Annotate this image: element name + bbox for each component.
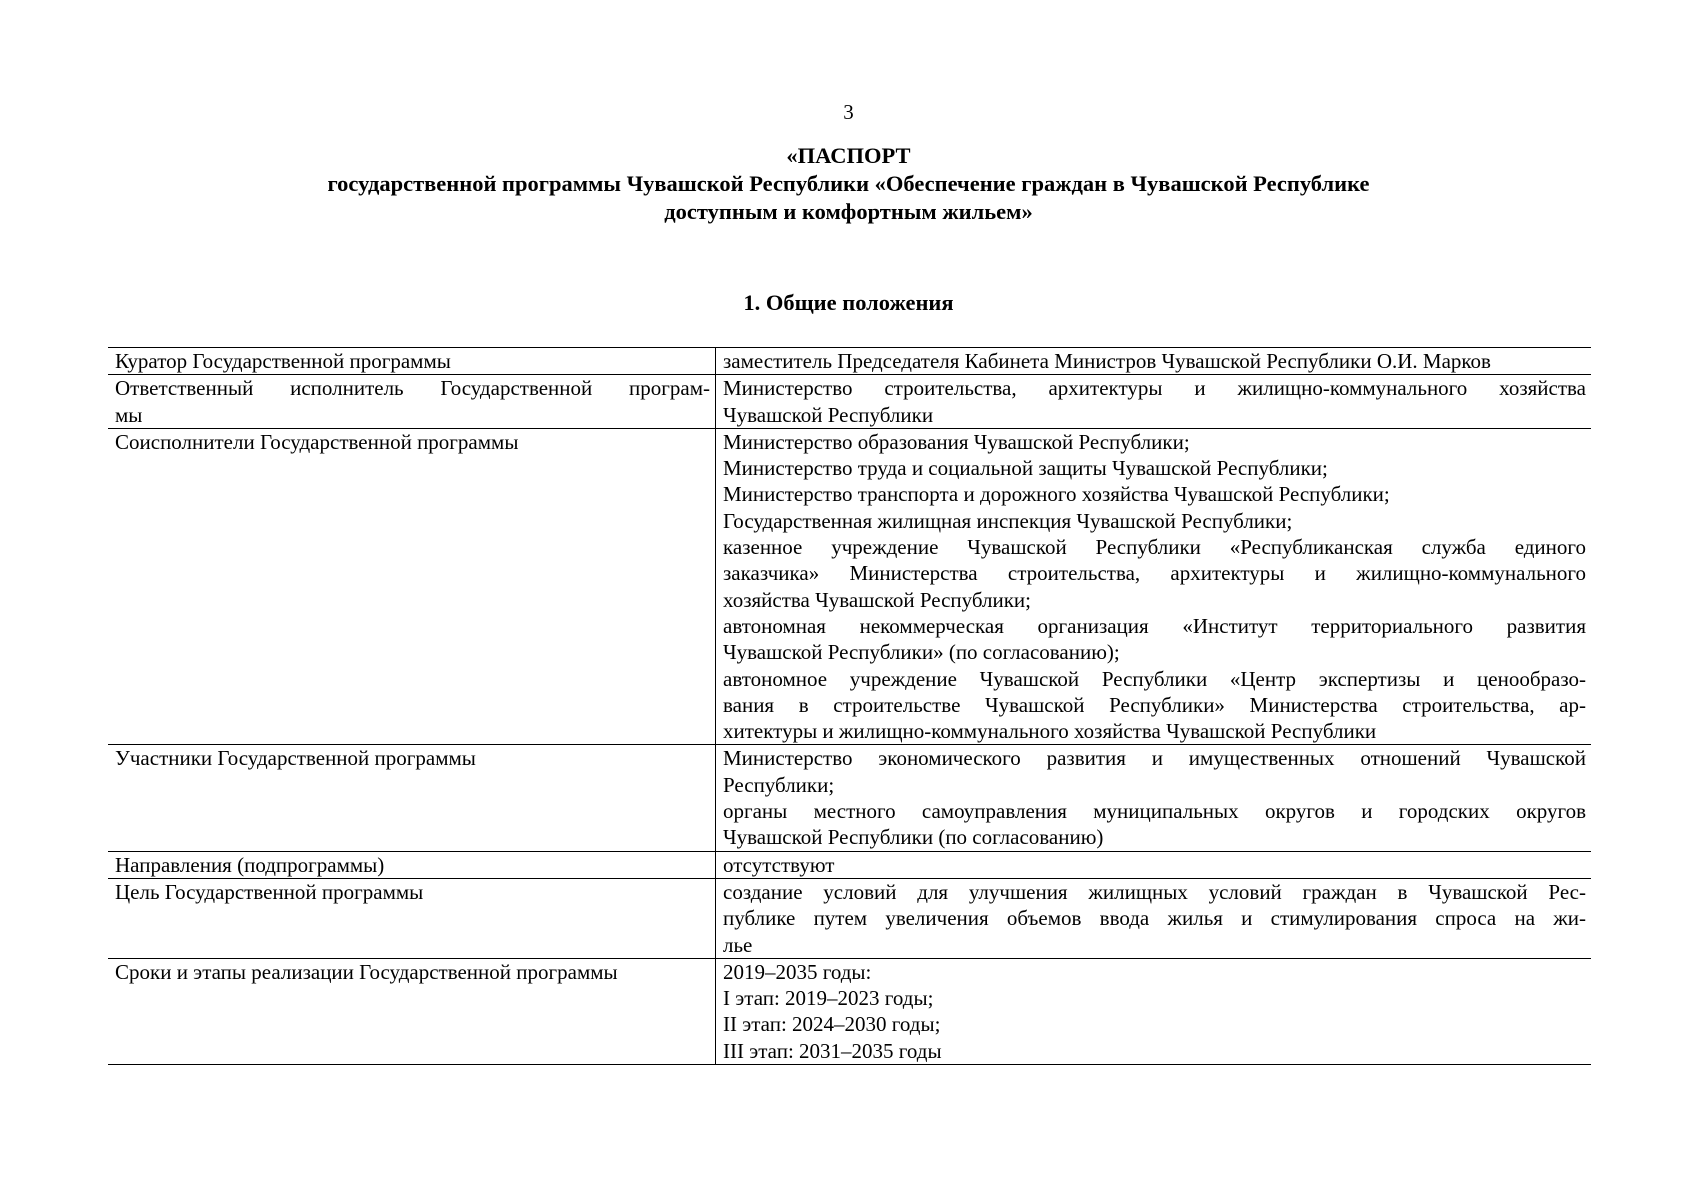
- row-label: [108, 851, 716, 878]
- row-value-line: отсутствуют: [723, 852, 835, 877]
- row-value: [716, 375, 1592, 429]
- row-value: [716, 428, 1592, 745]
- row-value: [716, 958, 1592, 1064]
- row-value-line: хозяйства Чувашской Республики;: [723, 587, 1032, 612]
- row-label-text: Соисполнители Государственной программы: [115, 429, 519, 454]
- row-label: [108, 428, 716, 745]
- row-value-line: автономная некоммерческая организация «Институт территориального развития: [723, 613, 1586, 638]
- table-row: [108, 375, 1591, 429]
- row-value: [716, 878, 1592, 958]
- heading-program-title-line2: доступным и комфортным жильем»: [664, 199, 1033, 224]
- row-value-line: органы местного самоуправления муниципальных округов и городских округов: [723, 799, 1586, 824]
- row-value-line: Государственная жилищная инспекция Чувашской Республики;: [723, 508, 1293, 533]
- row-label-text: Куратор Государственной программы: [115, 349, 451, 373]
- row-value-line: Чувашской Республики: [723, 402, 934, 427]
- table-row: [108, 958, 1591, 1064]
- row-value-line: заместитель Председателя Кабинета Министров Чувашской Республики О.И. Марков: [723, 349, 1491, 373]
- row-label: [108, 348, 716, 375]
- table-row: [108, 745, 1591, 851]
- row-value-line: Республики;: [723, 772, 835, 797]
- row-value: [716, 348, 1592, 375]
- row-value-line: III этап: 2031–2035 годы: [723, 1038, 942, 1063]
- row-value: [716, 851, 1592, 878]
- heading-passport: «ПАСПОРТ: [786, 143, 911, 168]
- row-value-line: Чувашской Республики» (по согласованию);: [723, 640, 1120, 665]
- section-title: 1. Общие положения: [743, 290, 954, 315]
- row-label-text: Участники Государственной программы: [115, 746, 476, 771]
- row-label-text: мы: [115, 402, 143, 427]
- row-label: [108, 958, 716, 1064]
- passport-table: [108, 347, 1591, 1065]
- row-value-line: вания в строительстве Чувашской Республики» Министерства строительства, ар-: [723, 692, 1586, 717]
- row-label-text: Ответственный исполнитель Государственной програм-: [115, 376, 710, 401]
- row-value-line: Министерство образования Чувашской Республики;: [723, 429, 1190, 454]
- row-value-line: публике путем увеличения объемов ввода жилья и стимулирования спроса на жи-: [723, 906, 1586, 931]
- row-value-line: автономное учреждение Чувашской Республики «Центр экспертизы и ценообразо-: [723, 666, 1586, 691]
- row-value-line: 2019–2035 годы:: [723, 959, 872, 984]
- page-number: 3: [843, 100, 854, 124]
- row-value-line: Министерство транспорта и дорожного хозяйства Чувашской Республики;: [723, 482, 1390, 507]
- row-value-line: создание условий для улучшения жилищных условий граждан в Чувашской Рес-: [723, 879, 1586, 904]
- row-value-line: лье: [723, 932, 753, 957]
- row-value: [716, 745, 1592, 851]
- row-value-line: II этап: 2024–2030 годы;: [723, 1012, 941, 1037]
- document-heading: [0, 142, 1697, 226]
- row-value-line: хитектуры и жилищно-коммунального хозяйства Чувашской Республики: [723, 719, 1377, 744]
- table-row: [108, 878, 1591, 958]
- row-value-line: Министерство труда и социальной защиты Чувашской Республики;: [723, 456, 1328, 481]
- row-value-line: Чувашской Республики (по согласованию): [723, 825, 1104, 850]
- row-value-line: казенное учреждение Чувашской Республики «Республиканская служба единого: [723, 535, 1586, 560]
- table-row: [108, 428, 1591, 745]
- table-row: [108, 851, 1591, 878]
- row-label: [108, 878, 716, 958]
- row-value-line: Министерство строительства, архитектуры и жилищно-коммунального хозяйства: [723, 376, 1586, 401]
- row-label-text: Сроки и этапы реализации Государственной программы: [115, 959, 618, 984]
- table-row: [108, 348, 1591, 375]
- row-label-text: Направления (подпрограммы): [115, 852, 385, 877]
- row-value-line: I этап: 2019–2023 годы;: [723, 986, 934, 1011]
- row-value-line: заказчика» Министерства строительства, архитектуры и жилищно-коммунального: [723, 561, 1586, 586]
- row-label: [108, 375, 716, 429]
- row-label-text: Цель Государственной программы: [115, 879, 424, 904]
- row-label: [108, 745, 716, 851]
- row-value-line: Министерство экономического развития и имущественных отношений Чувашской: [723, 746, 1586, 771]
- heading-program-title-line1: государственной программы Чувашской Республики «Обеспечение граждан в Чувашской Республике: [327, 171, 1370, 196]
